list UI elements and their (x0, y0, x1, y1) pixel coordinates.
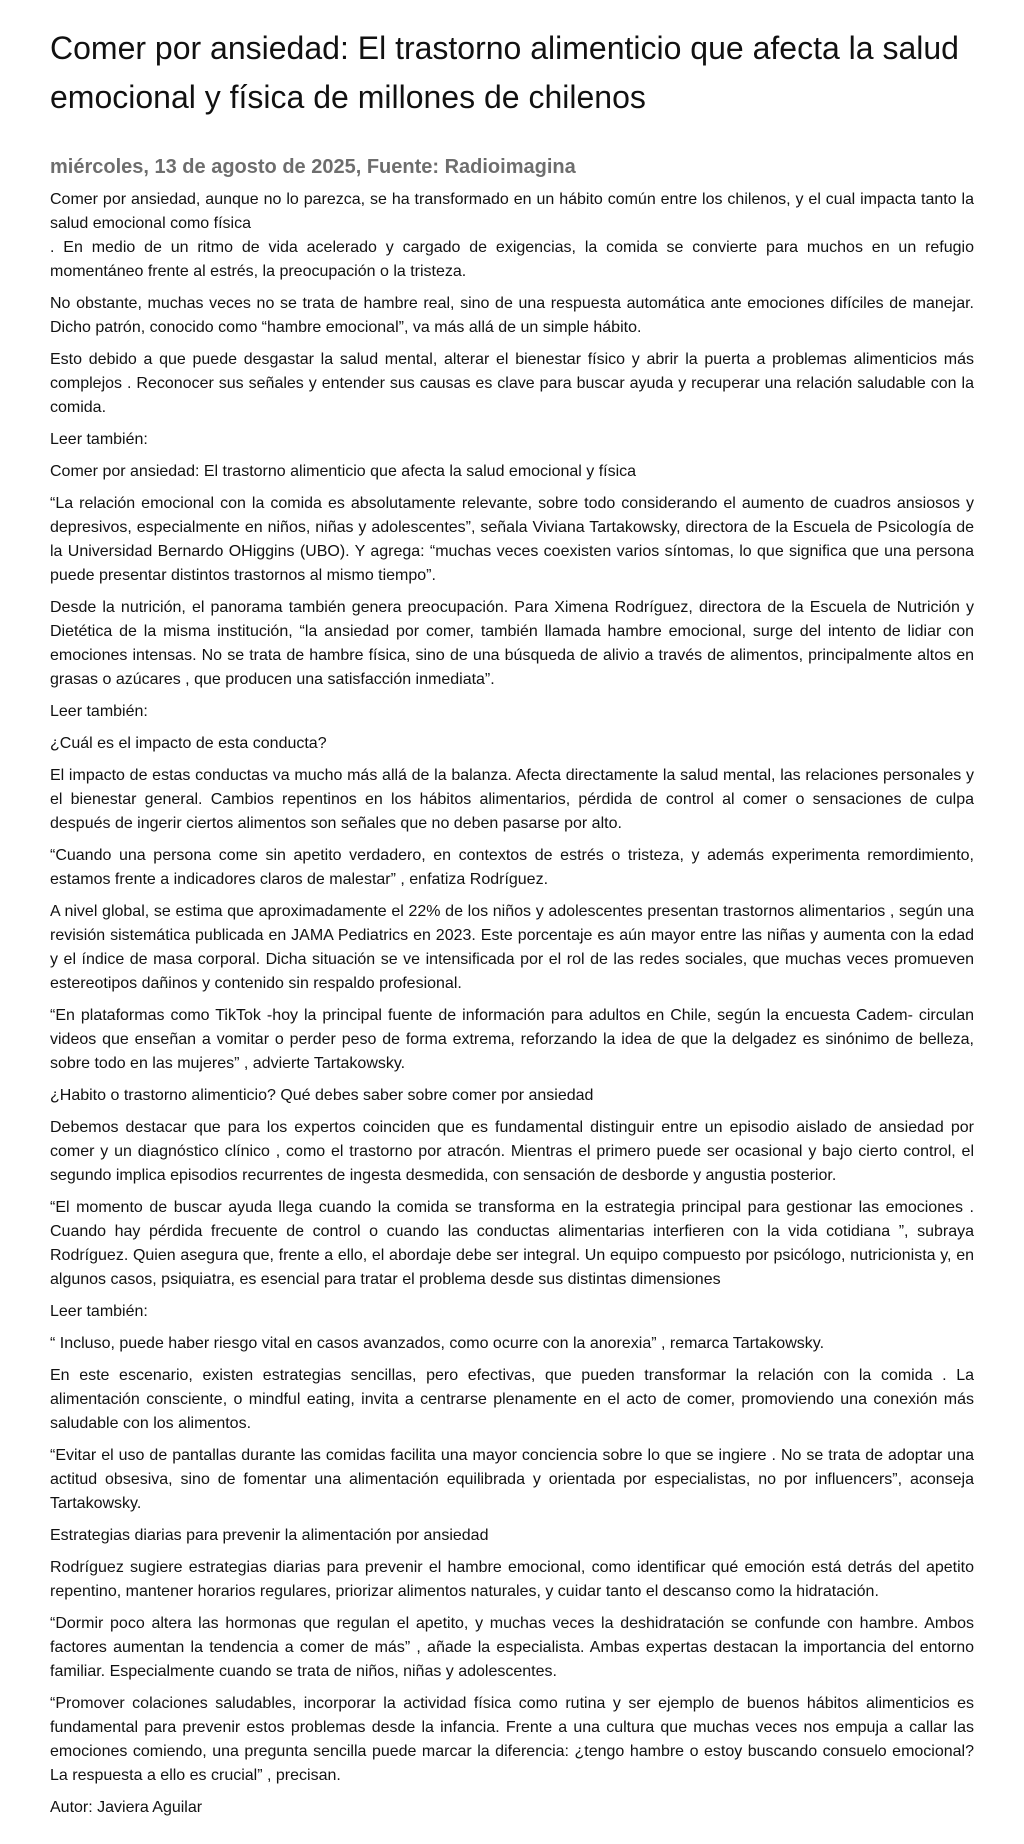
paragraph: A nivel global, se estima que aproximadamente el 22% de los niños y adolescentes presentan trastornos alimentarios , según una revisión sistemática publicada en JAMA Pediatrics en 2023. Este porcentaje es aún mayor entre las niñas y aumenta con la edad y el índice de masa corporal. Dicha situación se ve intensificada por el rol de las redes sociales, que muchas veces promueven estereotipos dañinos y contenido sin respaldo profesional. (50, 903, 974, 992)
paragraph: “Evitar el uso de pantallas durante las comidas facilita una mayor conciencia sobre lo que se ingiere . No se trata de adoptar una actitud obsesiva, sino de fomentar una alimentación equilibrada y orientada por especialistas, no por influencers”, aconseja Tartakowsky. (50, 1447, 974, 1512)
paragraph: “El momento de buscar ayuda llega cuando la comida se transforma en la estrategia principal para gestionar las emociones . Cuando hay pérdida frecuente de control o cuando las conductas alimentarias interfieren con la vida cotidiana ”, subraya Rodríguez. Quien asegura que, frente a ello, el abordaje debe ser integral. Un equipo compuesto por psicólogo, nutricionista y, en algunos casos, psiquiatra, es esencial para tratar el problema desde sus distintas dimensiones (50, 1199, 974, 1288)
paragraph: “En plataformas como TikTok -hoy la principal fuente de información para adultos en Chile, según la encuesta Cadem- circulan videos que enseñan a vomitar o perder peso de forma extrema, reforzando la idea de que la delgadez es sinónimo de belleza, sobre todo en las mujeres” , advierte Tartakowsky. (50, 1007, 974, 1072)
paragraph: Debemos destacar que para los expertos coinciden que es fundamental distinguir entre un episodio aislado de ansiedad por comer y un diagnóstico clínico , como el trastorno por atracón. Mientras el primero puede ser ocasional y bajo cierto control, el segundo implica episodios recurrentes de ingesta desmedida, con sensación de desborde y angustia posterior. (50, 1119, 974, 1184)
paragraph: Esto debido a que puede desgastar la salud mental, alterar el bienestar físico y abrir la puerta a problemas alimenticios más complejos . Reconocer sus señales y entender sus causas es clave para buscar ayuda y recuperar una relación saludable con la comida. (50, 351, 974, 416)
section-heading: ¿Cuál es el impacto de esta conducta? (50, 735, 327, 752)
read-also-label: Leer también: (50, 703, 148, 720)
paragraph: El impacto de estas conductas va mucho más allá de la balanza. Afecta directamente la salud mental, las relaciones personales y el bienestar general. Cambios repentinos en los hábitos alimentarios, pérdida de control al comer o sensaciones de culpa después de ingerir ciertos alimentos son señales que no deben pasarse por alto. (50, 767, 974, 832)
paragraph: Desde la nutrición, el panorama también genera preocupación. Para Ximena Rodríguez, directora de la Escuela de Nutrición y Dietética de la misma institución, “la ansiedad por comer, también llamada hambre emocional, surge del intento de lidiar con emociones intensas. No se trata de hambre física, sino de una búsqueda de alivio a través de alimentos, principalmente altos en grasas o azúcares , que producen una satisfacción inmediata”. (50, 599, 974, 688)
paragraph: “ Incluso, puede haber riesgo vital en casos avanzados, como ocurre con la anorexia” , remarca Tartakowsky. (50, 1335, 825, 1352)
section-heading: ¿Habito o trastorno alimenticio? Qué debes saber sobre comer por ansiedad (50, 1087, 594, 1104)
paragraph: En este escenario, existen estrategias sencillas, pero efectivas, que pueden transformar la relación con la comida . La alimentación consciente, o mindful eating, invita a centrarse plenamente en el acto de comer, promoviendo una conexión más saludable con los alimentos. (50, 1367, 974, 1432)
article-author: Autor: Javiera Aguilar (50, 1799, 203, 1816)
paragraph-intro-part-2: . En medio de un ritmo de vida acelerado y cargado de exigencias, la comida se convierte para muchos en un refugio momentáneo frente al estrés, la preocupación o la tristeza. (50, 239, 974, 280)
paragraph: “Dormir poco altera las hormonas que regulan el apetito, y muchas veces la deshidratación se confunde con hambre. Ambos factores aumentan la tendencia a comer de más” , añade la especialista. Ambas expertas destacan la importancia del entorno familiar. Especialmente cuando se trata de niños, niñas y adolescentes. (50, 1615, 974, 1680)
article-title: Comer por ansiedad: El trastorno alimenticio que afecta la salud emocional y física de millones de chilenos (50, 30, 959, 115)
read-also-label: Leer también: (50, 431, 148, 448)
paragraph: Rodríguez sugiere estrategias diarias para prevenir el hambre emocional, como identificar qué emoción está detrás del apetito repentino, mantener horarios regulares, priorizar alimentos naturales, y cuidar tanto el descanso como la hidratación. (50, 1559, 974, 1600)
article-date-source: miércoles, 13 de agosto de 2025, Fuente: Radioimagina (50, 156, 576, 178)
paragraph: No obstante, muchas veces no se trata de hambre real, sino de una respuesta automática ante emociones difíciles de manejar. Dicho patrón, conocido como “hambre emocional”, va más allá de un simple hábito. (50, 295, 974, 336)
paragraph: “Cuando una persona come sin apetito verdadero, en contextos de estrés o tristeza, y además experimenta remordimiento, estamos frente a indicadores claros de malestar” , enfatiza Rodríguez. (50, 847, 974, 888)
paragraph: “Promover colaciones saludables, incorporar la actividad física como rutina y ser ejemplo de buenos hábitos alimenticios es fundamental para prevenir estos problemas desde la infancia. Frente a una cultura que muchas veces nos empuja a callar las emociones comiendo, una pregunta sencilla puede marcar la diferencia: ¿tengo hambre o estoy buscando consuelo emocional? La respuesta a ello es crucial” , precisan. (50, 1695, 974, 1784)
section-heading: Estrategias diarias para prevenir la alimentación por ansiedad (50, 1527, 489, 1544)
related-article-link[interactable]: Comer por ansiedad: El trastorno alimenticio que afecta la salud emocional y física (50, 463, 637, 480)
paragraph-intro (50, 188, 974, 284)
read-also-label: Leer también: (50, 1303, 148, 1320)
paragraph-intro-part-1: Comer por ansiedad, aunque no lo parezca, se ha transformado en un hábito común entre los chilenos, y el cual impacta tanto la salud emocional como física (50, 191, 974, 232)
paragraph: “La relación emocional con la comida es absolutamente relevante, sobre todo considerando el aumento de cuadros ansiosos y depresivos, especialmente en niños, niñas y adolescentes”, señala Viviana Tartakowsky, directora de la Escuela de Psicología de la Universidad Bernardo OHiggins (UBO). Y agrega: “muchas veces coexisten varios síntomas, lo que significa que una persona puede presentar distintos trastornos al mismo tiempo”. (50, 495, 974, 584)
